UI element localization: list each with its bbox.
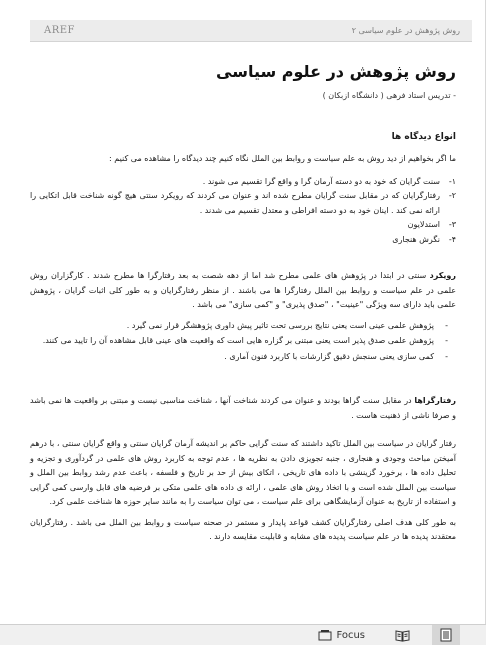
- list-item: - پژوهش علمی عینی است یعنی نتایج بررسی تحت تاثیر پیش داوری پژوهشگر قرار نمی گیرد .: [30, 319, 434, 334]
- list-number: ۳-: [448, 220, 456, 229]
- list-item: [30, 175, 456, 190]
- viewpoints-list: [30, 175, 456, 248]
- list-text: نگرش هنجاری: [392, 234, 440, 244]
- status-bar: [0, 624, 486, 645]
- list-text: رفتارگرایان که در مقابل سنت گرایان مطرح شده اند و عنوان می کردند که رویکرد سنتی هیچ گونه شناخت قابل اتکایی را ارائه نمی کند . اینان خود به دو دسته افراطی و معتدل تقسیم می شدند .: [30, 191, 440, 215]
- header-right-text: روش پژوهش در علوم سیاسی ۲: [351, 26, 460, 35]
- focus-button[interactable]: [310, 625, 373, 645]
- page-header: [30, 20, 472, 42]
- approach-text: سنتی در ابتدا در پژوهش های علمی مطرح شد اما از دهه شصت به بعد رفتارگرا ها مطرح شدند . کارگزاران روش علمی در علم سیاست و روابط بین الملل رفتارگرا ها می باشند . از منظر رفتارگرایان و به طور کلی اثبات گرایان ، پژوهش علمی باید دارای سه ویژگی "عینیت" ، "صدق پذیری" و "کمی سازی" می باشد .: [30, 271, 456, 309]
- behaviorists-text: در مقابل سنت گراها بودند و عنوان می کردند شناخت آنها ، شناخت مناسبی نیست و مبتنی بر واقعیت ها نمی باشد و صرفا ناشی از ذهنیت هاست .: [30, 396, 456, 420]
- document-title: روش پژوهش در علوم سیاسی: [216, 62, 456, 81]
- list-item: [30, 233, 456, 248]
- list-number: ۴-: [448, 234, 456, 244]
- list-text: استدلایون: [407, 220, 440, 229]
- behaviorists-keyword: رفتارگراها: [414, 396, 456, 405]
- behaviorists-goal-paragraph: به طور کلی هدف اصلی رفتارگرایان کشف قواعد پایدار و مستمر در صحنه سیاست و روابط بین الملل می باشد . رفتارگرایان معتقدند پدیده ها در علم سیاست پدیده های مشابه و قابلیت مقایسه دارند .: [30, 517, 456, 541]
- print-layout-button[interactable]: [432, 625, 460, 645]
- read-mode-button[interactable]: [387, 625, 418, 645]
- approach-paragraph: [30, 269, 456, 313]
- document-author: - تدریس استاد فرهی ( دانشگاه ازبکان ): [322, 91, 456, 100]
- list-item: - پژوهش علمی صدق پذیر است یعنی مبتنی بر گزاره هایی است که واقعیت های عینی قابل مشاهده آن را تایید می کنند.: [30, 334, 434, 349]
- list-item: [30, 189, 456, 218]
- document-body[interactable]: [30, 60, 456, 545]
- section-heading: انواع دیدگاه ها: [391, 132, 456, 142]
- header-left-text: AREF: [44, 25, 75, 36]
- intro-paragraph: ما اگر بخواهیم از دید روش به علم سیاست و روابط بین الملل نگاه کنیم چند دیدگاه را مشاهده می کنیم :: [109, 154, 456, 163]
- approach-keyword: رویکرد: [429, 271, 456, 280]
- focus-icon: [318, 629, 332, 641]
- read-mode-icon: [395, 629, 410, 642]
- list-item: - کمی سازی یعنی سنجش دقیق گزارشات با کاربرد فنون آماری .: [30, 350, 434, 365]
- list-text: سنت گرایان که خود به دو دسته آرمان گرا و واقع گرا تقسیم می شوند .: [202, 176, 440, 186]
- list-number: ۱-: [448, 176, 456, 186]
- list-item: [30, 218, 456, 233]
- print-layout-icon: [440, 628, 452, 642]
- research-features-list: [30, 319, 456, 365]
- behaviorists-paragraph: [30, 394, 456, 423]
- focus-label: Focus: [336, 629, 365, 641]
- behaviorists-detail-paragraph: رفتار گرایان در سیاست بین الملل تاکید داشتند که سنت گرایی حاکم بر اندیشه آرمان گرایان سنتی و واقع گرایان سنتی ، با درهم آمیختن مباحث وجودی و هنجاری ، جنبه تجویزی دادن به نظریه ها ، عدم توجه به کاربرد روش های علمی در گردآوری و تجزیه و تحلیل داده ها ، برخورد گزینشی با داده های تاریخی ، اتکای بیش از حد بر تاریخ و فلسفه ، باعث عدم رشد روابط بین الملل و سیاست بین الملل شده است و با اتخاذ روش های علمی ، ارائه ی داده های علمی متکی بر فرضیه های قابل وارسی کمی گرایی و استفاده از تاریخ به عنوان آزمایشگاهی برای علم سیاست ، می توان سیاست را به مانند سایر حوزه ها شناخت علمی کرد.: [30, 439, 456, 506]
- list-number: ۲-: [448, 191, 456, 200]
